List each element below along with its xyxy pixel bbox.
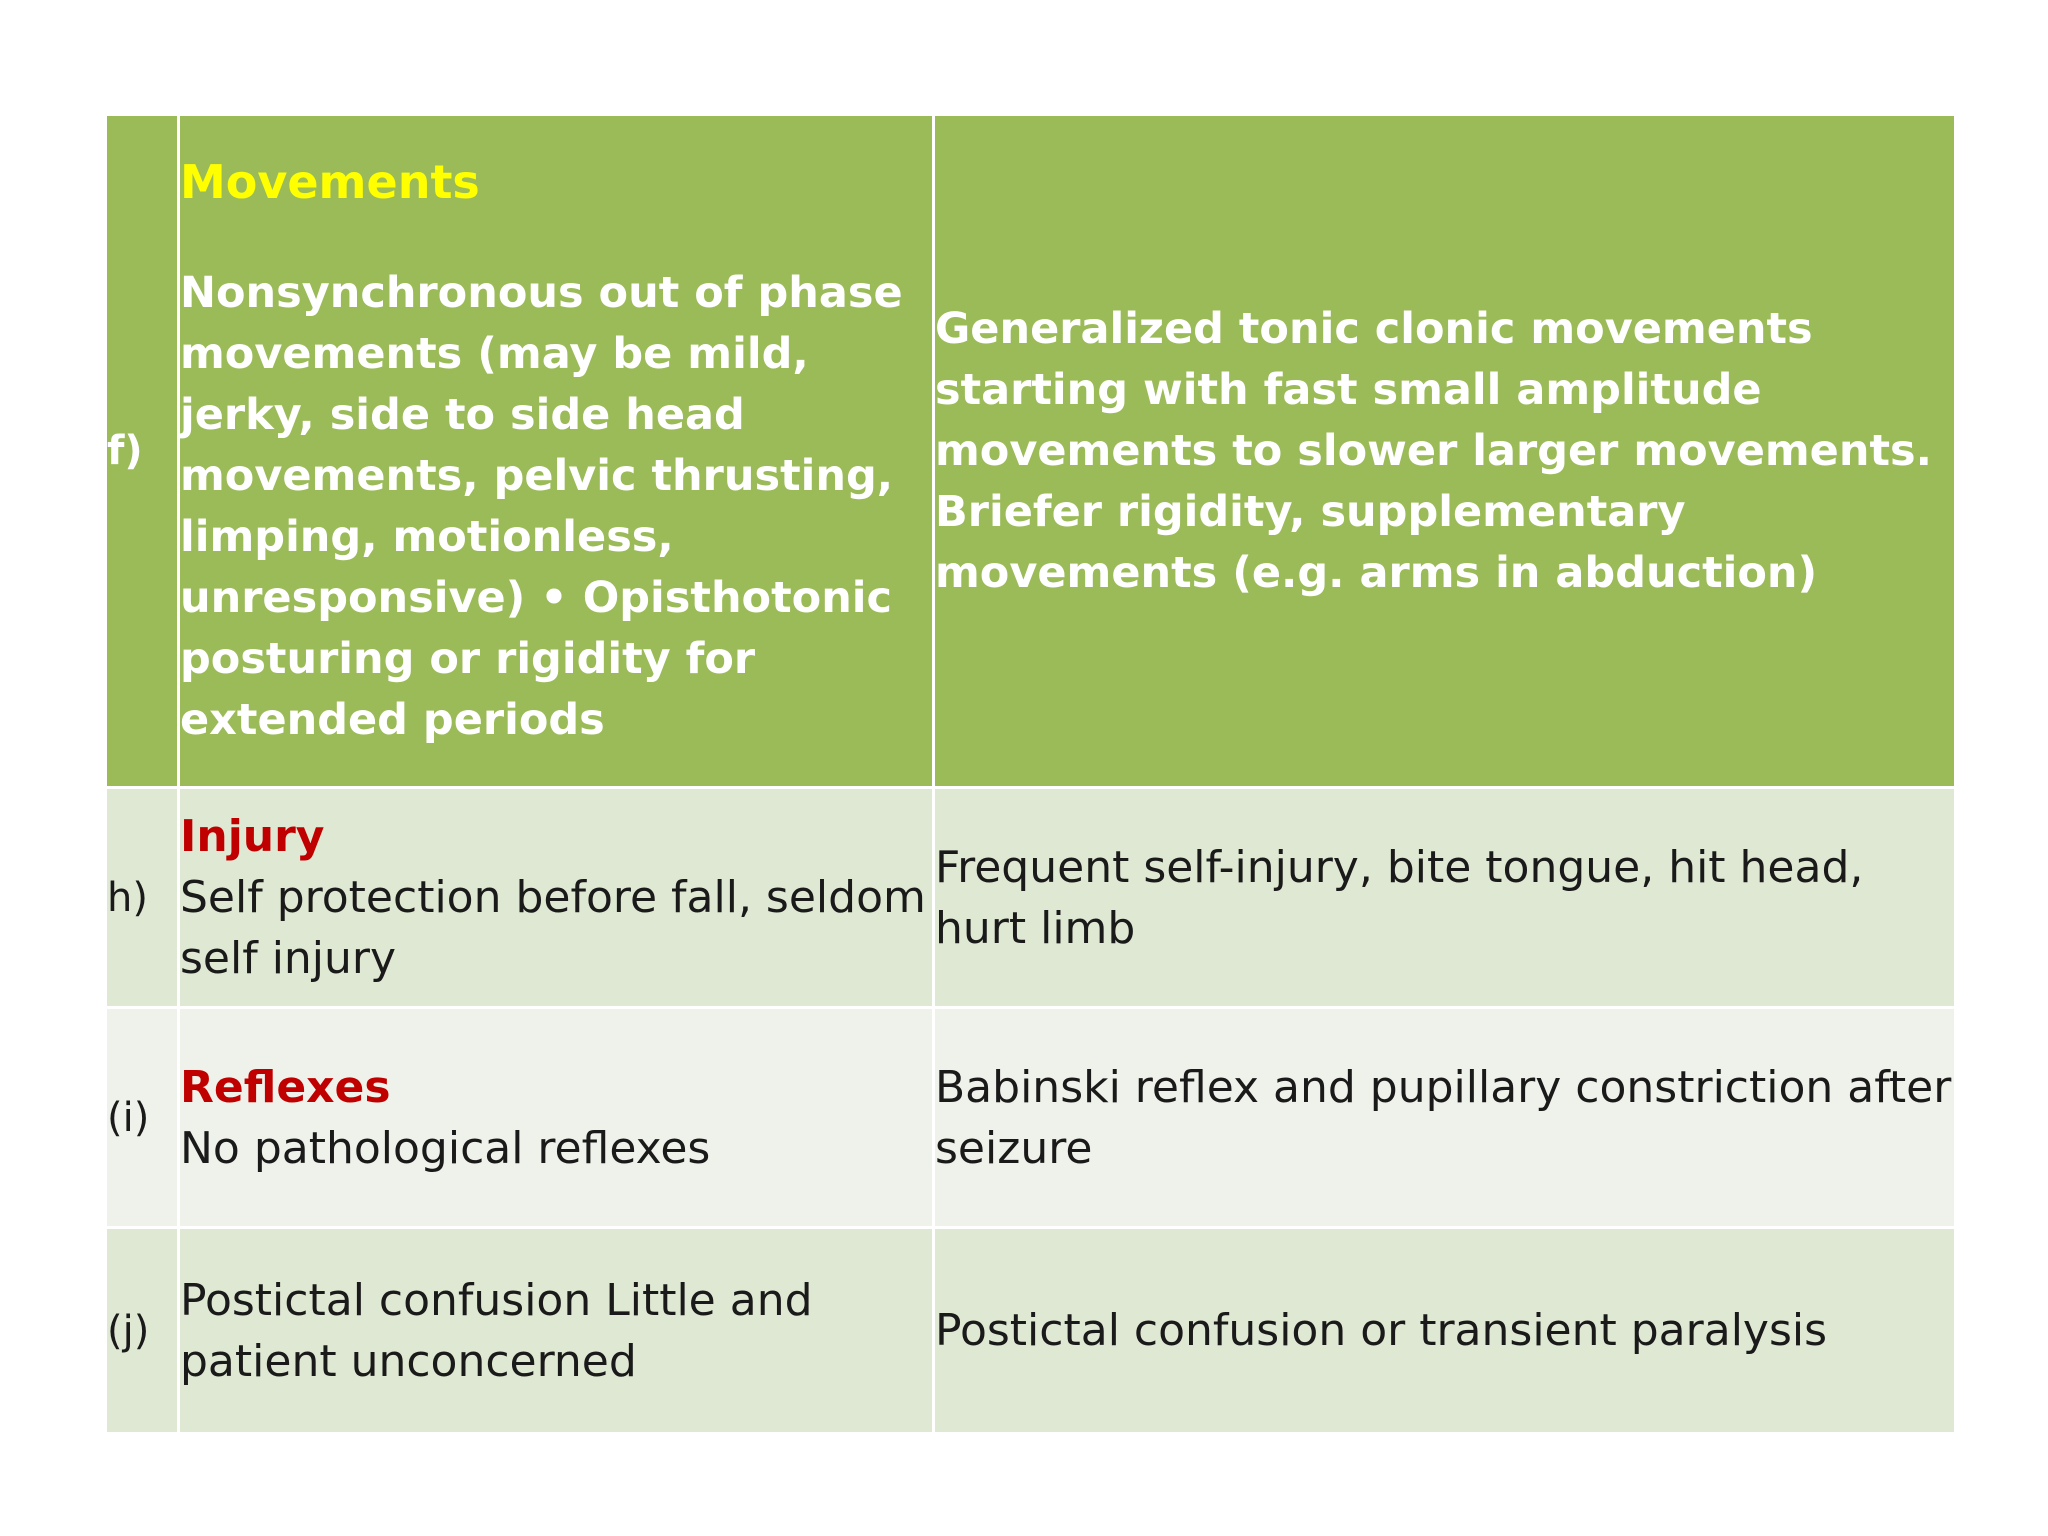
left-cell-text: No pathological reflexes — [180, 1122, 711, 1174]
left-cell-text: Nonsynchronous out of phase movements (may be mild, jerky, side to side head movements, pelvic thrusting, limping, motionless, unresponsive) • Opisthotonic posturing or rigidity for extended periods — [180, 267, 903, 745]
table-row-injury — [106, 788, 1956, 1008]
right-cell-text: Generalized tonic clonic movements starting with fast small amplitude movements to slower larger movements. Briefer rigidity, supplementary movements (e.g. arms in abduction) — [934, 115, 1956, 788]
left-cell — [179, 115, 934, 788]
left-cell-text: Postictal confusion Little and patient unconcerned — [179, 1228, 934, 1434]
right-cell-text: Postictal confusion or transient paralysis — [934, 1228, 1956, 1434]
comparison-table — [104, 113, 1957, 1435]
left-cell — [179, 1008, 934, 1228]
row-label: (j) — [106, 1228, 179, 1434]
table-row-confusion — [106, 1228, 1956, 1434]
table-row-reflexes — [106, 1008, 1956, 1228]
table-row-movements — [106, 115, 1956, 788]
row-heading: Reflexes — [180, 1061, 391, 1113]
right-cell-text: Frequent self-injury, bite tongue, hit head, hurt limb — [934, 788, 1956, 1008]
left-cell-text: Self protection before fall, seldom self injury — [180, 872, 926, 984]
row-heading: Injury — [180, 811, 325, 862]
row-label: f) — [106, 115, 179, 788]
left-cell — [179, 788, 934, 1008]
row-label: (i) — [106, 1008, 179, 1228]
row-heading: Movements — [180, 154, 480, 209]
row-label: h) — [106, 788, 179, 1008]
right-cell-text: Babinski reflex and pupillary constriction after seizure — [934, 1008, 1956, 1228]
